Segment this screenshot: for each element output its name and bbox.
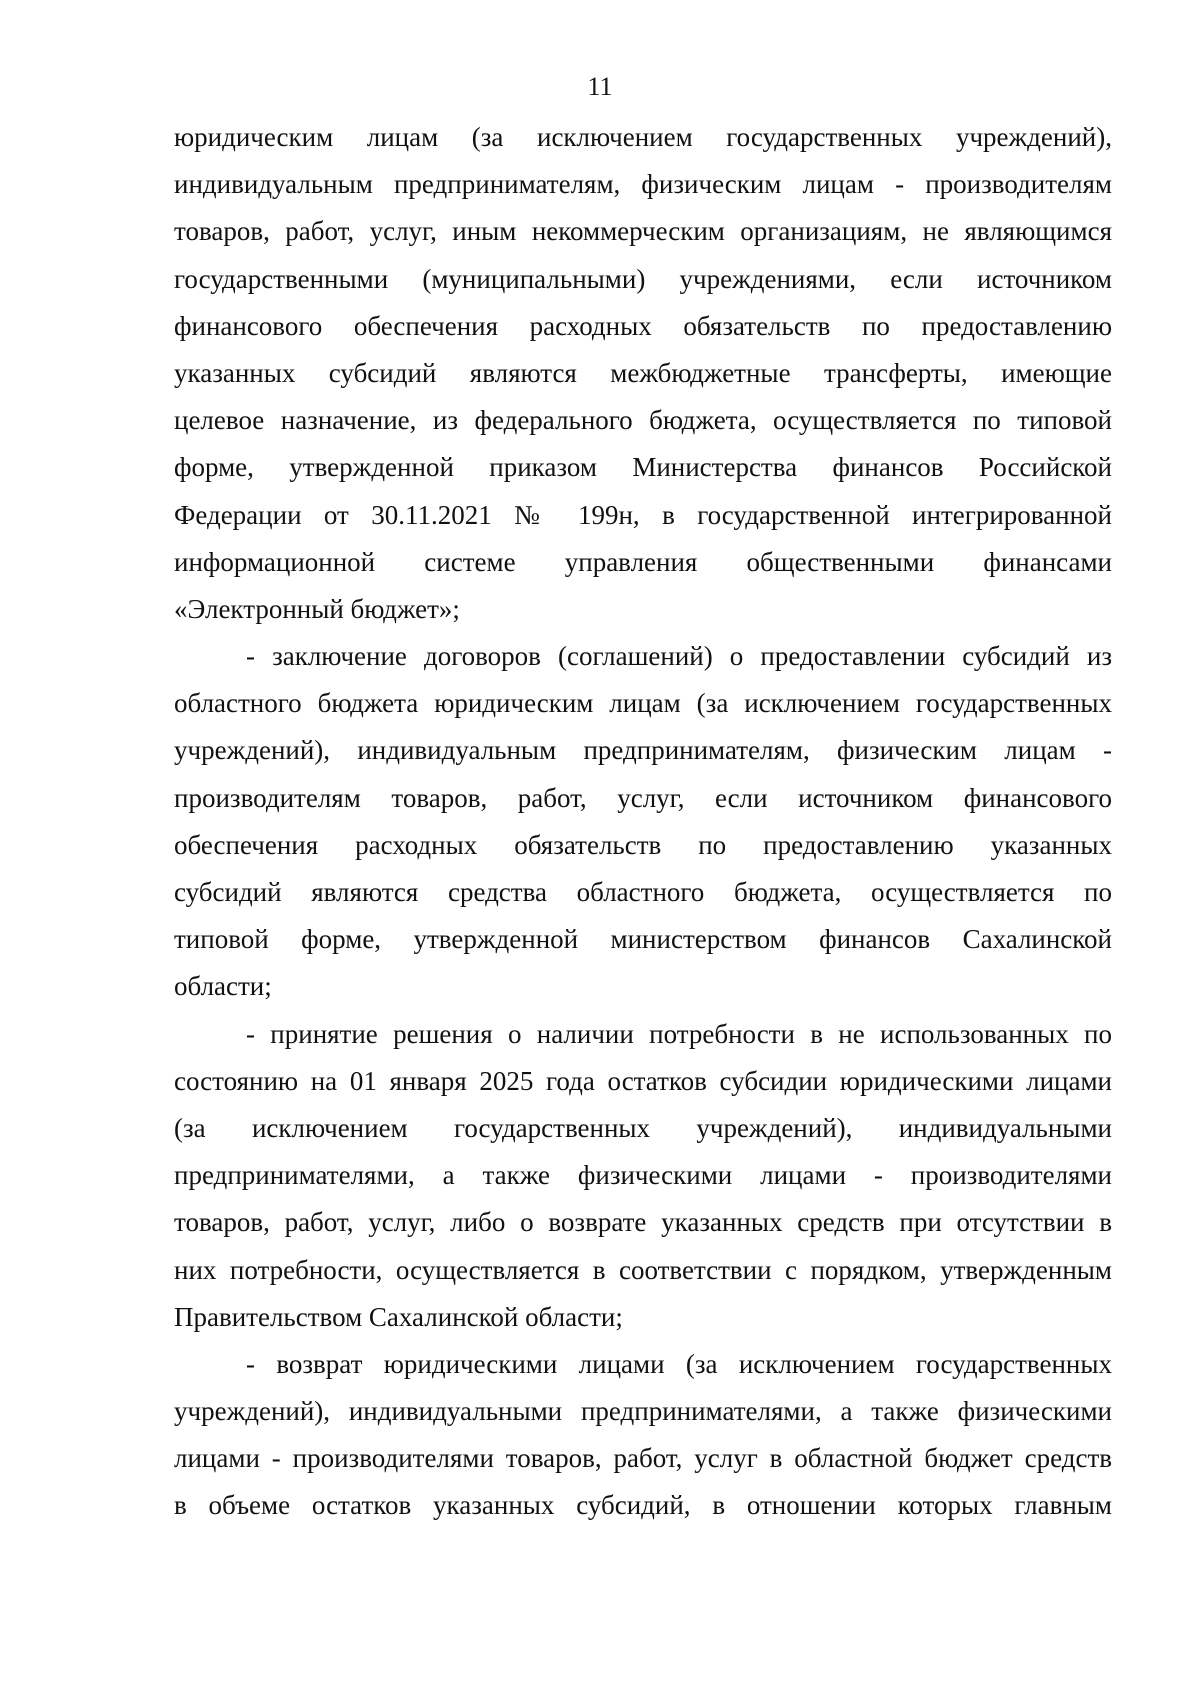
text-line: «Электронный бюджет»; (174, 593, 460, 624)
text-line: учреждений), индивидуальными предпринимателями, а также физическими (174, 1396, 1112, 1427)
paragraph-4 (174, 1341, 1112, 1530)
text-line: Федерации от 30.11.2021 № 199н, в государственной интегрированной (174, 499, 1112, 530)
paragraph-1 (174, 114, 1112, 633)
paragraph-2 (174, 633, 1112, 1011)
text-line: финансового обеспечения расходных обязательств по предоставлению (174, 310, 1112, 341)
document-body (174, 114, 1112, 1530)
text-line: - заключение договоров (соглашений) о предоставлении субсидий из (246, 641, 1112, 672)
paragraph-3 (174, 1011, 1112, 1341)
text-line: области; (174, 971, 272, 1002)
text-line: областного бюджета юридическим лицам (за исключением государственных (174, 688, 1112, 719)
text-line: - возврат юридическими лицами (за исключением государственных (246, 1348, 1112, 1379)
text-line: государственными (муниципальными) учреждениями, если источником (174, 263, 1112, 294)
text-line: в объеме остатков указанных субсидий, в отношении которых главным (174, 1490, 1112, 1521)
text-line: целевое назначение, из федерального бюджета, осуществляется по типовой (174, 405, 1112, 436)
text-line: обеспечения расходных обязательств по предоставлению указанных (174, 829, 1112, 860)
text-line: (за исключением государственных учреждений), индивидуальными (174, 1112, 1112, 1143)
text-line: Правительством Сахалинской области; (174, 1301, 623, 1332)
text-line: предпринимателями, а также физическими лицами - производителями (174, 1160, 1112, 1191)
text-line: форме, утвержденной приказом Министерства финансов Российской (174, 452, 1112, 483)
text-line: производителям товаров, работ, услуг, если источником финансового (174, 782, 1112, 813)
text-line: лицами - производителями товаров, работ, услуг в областной бюджет средств (174, 1443, 1112, 1474)
text-line: учреждений), индивидуальным предпринимателям, физическим лицам - (174, 735, 1112, 766)
text-line: индивидуальным предпринимателям, физическим лицам - производителям (174, 169, 1112, 200)
text-line: состоянию на 01 января 2025 года остатков субсидии юридическими лицами (174, 1065, 1112, 1096)
text-line: субсидий являются средства областного бюджета, осуществляется по (174, 877, 1112, 907)
text-line: типовой форме, утвержденной министерством финансов Сахалинской (174, 924, 1112, 955)
text-line: указанных субсидий являются межбюджетные трансферты, имеющие (174, 357, 1112, 388)
text-line: них потребности, осуществляется в соответствии с порядком, утвержденным (174, 1254, 1112, 1285)
text-line: - принятие решения о наличии потребности в не использованных по (246, 1018, 1112, 1049)
text-line: товаров, работ, услуг, либо о возврате указанных средств при отсутствии в (174, 1207, 1112, 1238)
text-line: товаров, работ, услуг, иным некоммерческим организациям, не являющимся (174, 216, 1112, 247)
text-line: юридическим лицам (за исключением государственных учреждений), (174, 122, 1112, 152)
page-number: 11 (587, 72, 613, 101)
text-line: информационной системе управления общественными финансами (174, 546, 1112, 577)
